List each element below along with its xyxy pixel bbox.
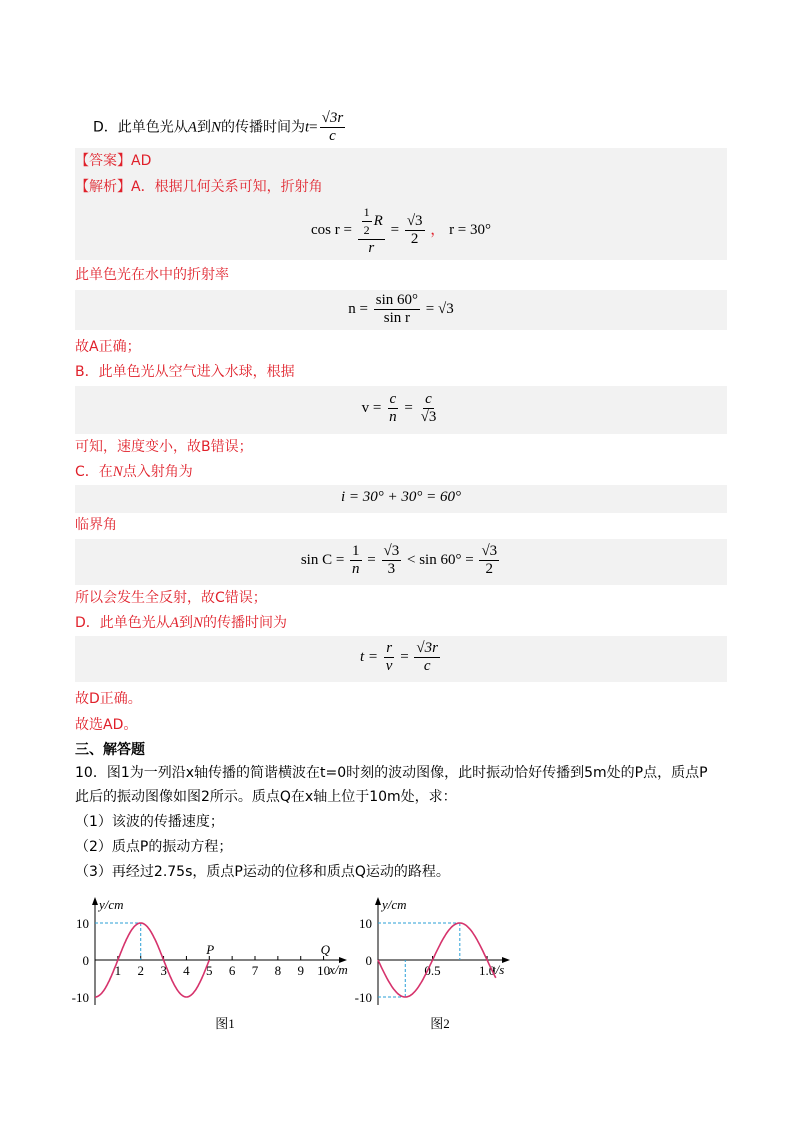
- eq5-d2: 3: [387, 561, 396, 577]
- x-axis-label: t/s: [492, 962, 505, 977]
- eq4: i = 30° + 30° = 60°: [340, 489, 462, 505]
- eq5-frac1: [350, 543, 362, 578]
- eq1-mid: =: [390, 221, 400, 238]
- equals-sign: =: [309, 119, 318, 136]
- var-r-big: R: [373, 212, 383, 229]
- eq5-d3: 2: [485, 561, 494, 577]
- eq1-frac: [358, 204, 385, 257]
- eq1-rhs-den: 2: [410, 231, 419, 247]
- eq2-rhs: = √3: [425, 300, 454, 317]
- eq6: [75, 640, 727, 675]
- eq3-lhs: v =: [361, 399, 382, 416]
- eq6-n1: r: [386, 640, 393, 656]
- eq5-lhs: sin C =: [300, 551, 345, 568]
- figure-title: 图1: [215, 1016, 235, 1031]
- x-tick-label: 1: [114, 963, 122, 978]
- eq1-comma: ，: [430, 221, 446, 238]
- t9-a: A: [169, 615, 179, 631]
- analysis-t8: 所以会发生全反射，故C错误；: [75, 590, 267, 606]
- x-tick-label: 6: [228, 963, 236, 978]
- option-d-to: 到: [196, 119, 211, 136]
- eq3-n1: c: [389, 391, 397, 407]
- analysis-t6: [75, 461, 193, 483]
- analysis-lead: 【解析】A．根据几何关系可知，折射角: [75, 179, 323, 195]
- section-title: 三、解答题: [75, 742, 145, 758]
- analysis-t4: B．此单色光从空气进入水球，根据: [75, 364, 295, 380]
- x-tick-label: 4: [183, 963, 190, 978]
- y-tick-label: 0: [365, 953, 372, 968]
- eq2-box: [75, 290, 727, 330]
- option-d-fraction: [320, 110, 346, 145]
- analysis-t10: 故D正确。: [75, 691, 142, 707]
- eq6-d2: c: [423, 658, 431, 674]
- y-tick-label: 10: [76, 916, 89, 931]
- analysis-t9: [75, 612, 287, 634]
- eq3-d2: √3: [420, 409, 437, 425]
- figure-title: 图2: [430, 1016, 450, 1031]
- y-axis-arrow: [375, 897, 381, 905]
- eq4-box: [75, 485, 727, 513]
- x-axis-label: x/m: [329, 962, 348, 977]
- y-tick-label: -10: [71, 990, 89, 1005]
- point-label-q: Q: [320, 942, 330, 957]
- t9a: D．此单色光从: [75, 615, 170, 631]
- q10-sub2: （2）质点P的振动方程；: [75, 839, 233, 855]
- eq1-rhs-num: √3: [406, 213, 423, 229]
- eq2: [75, 292, 727, 327]
- eq3-n2: c: [425, 391, 432, 407]
- eq6-frac1: [384, 640, 395, 675]
- inner-den: 2: [363, 223, 370, 237]
- x-tick-label: 9: [297, 963, 304, 978]
- eq2-den: sin r: [383, 310, 410, 326]
- eq6-mid: =: [400, 648, 409, 665]
- eq5-d1: n: [352, 561, 360, 577]
- y-tick-label: 10: [359, 916, 372, 931]
- point-a: A: [187, 119, 197, 136]
- y-axis-label: y/cm: [99, 897, 124, 912]
- x-tick-label: 7: [251, 963, 259, 978]
- t9b: 到: [178, 615, 193, 631]
- eq5-lt: < sin 60° =: [407, 551, 474, 568]
- y-axis-label: y/cm: [382, 897, 407, 912]
- analysis-t3: 故A正确；: [75, 339, 141, 355]
- x-tick-label: 2: [137, 963, 144, 978]
- eq5-n2: √3: [383, 543, 400, 559]
- frac-den: c: [329, 128, 336, 144]
- t6-n: N: [112, 464, 123, 480]
- eq6-box: [75, 636, 727, 682]
- q10-line2: 此后的振动图像如图2所示。质点Q在x轴上位于10m处，求：: [75, 789, 457, 805]
- eq3-frac2: [419, 391, 439, 426]
- option-d-tail: 的传播时间为: [220, 119, 305, 136]
- eq5-n3: √3: [481, 543, 498, 559]
- eq1: [75, 204, 727, 257]
- analysis-t7: 临界角: [75, 517, 117, 533]
- figure-1-wave-graph: [60, 885, 360, 1040]
- eq1-inner-frac: [362, 204, 372, 239]
- eq5-mid: =: [367, 551, 376, 568]
- x-tick-label: 0.5: [424, 963, 441, 978]
- eq1-box: [75, 200, 727, 260]
- eq1-r-value: r = 30°: [449, 221, 492, 238]
- inner-num: 1: [362, 204, 372, 222]
- eq3-frac1: [387, 391, 399, 426]
- option-d-label: D．此单色光从: [93, 119, 188, 136]
- eq5-frac3: [479, 543, 499, 578]
- eq5-box: [75, 539, 727, 585]
- eq6-frac2: [414, 640, 440, 675]
- eq1-frac-den: r: [368, 240, 375, 256]
- q10-line1: 10．图1为一列沿x轴传播的简谐横波在t=0时刻的波动图像，此时振动恰好传播到5m处的P点，质点P: [75, 765, 708, 781]
- fig2-plot: [355, 897, 510, 1031]
- point-n: N: [210, 119, 221, 136]
- eq5-n1: 1: [352, 543, 360, 559]
- analysis-t11: 故选AD。: [75, 717, 138, 733]
- eq1-rhs-frac: [405, 213, 425, 248]
- t9-n: N: [192, 615, 203, 631]
- x-tick-label: 5: [206, 963, 213, 978]
- eq1-lhs: cos r =: [310, 221, 352, 238]
- option-d: [93, 110, 347, 145]
- eq1-frac-num: [358, 204, 385, 240]
- eq2-lhs: n =: [348, 300, 368, 317]
- y-axis-arrow: [92, 897, 98, 905]
- eq6-d1: v: [385, 658, 393, 674]
- eq6-lhs: t =: [359, 648, 379, 665]
- point-label-p: P: [206, 942, 215, 957]
- t6b: 点入射角为: [122, 464, 193, 480]
- y-tick-label: -10: [354, 990, 372, 1005]
- eq3-box: [75, 386, 727, 434]
- frac-num: √3r: [321, 110, 344, 126]
- eq5: [75, 543, 727, 578]
- eq3-mid: =: [404, 399, 413, 416]
- eq6-n2: √3r: [416, 640, 438, 656]
- eq3-d1: n: [389, 409, 397, 425]
- t9c: 的传播时间为: [202, 615, 287, 631]
- eq2-num: sin 60°: [375, 292, 419, 308]
- x-tick-label: 3: [160, 963, 167, 978]
- var-t: t: [304, 119, 310, 136]
- x-tick-label: 10: [317, 963, 331, 978]
- x-tick-label: 8: [274, 963, 282, 978]
- y-tick-label: 0: [82, 953, 89, 968]
- analysis-t5: 可知，速度变小，故B错误；: [75, 439, 253, 455]
- answer-line: 【答案】AD: [75, 153, 152, 169]
- eq2-frac: [374, 292, 420, 327]
- t6a: C．在: [75, 464, 113, 480]
- eq3: [75, 391, 727, 426]
- q10-sub1: （1）该波的传播速度；: [75, 814, 224, 830]
- fig1-plot: [72, 897, 348, 1031]
- analysis-t2: 此单色光在水中的折射率: [75, 267, 229, 283]
- x-tick-label: 1.0: [478, 963, 496, 978]
- q10-sub3: （3）再经过2.75s，质点P运动的位移和质点Q运动的路程。: [75, 864, 450, 880]
- eq5-frac2: [382, 543, 402, 578]
- figure-2-vibration-graph: [354, 885, 520, 1040]
